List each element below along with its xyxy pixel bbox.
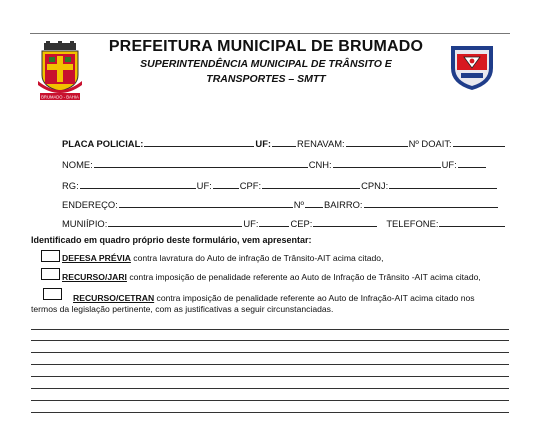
bairro-label: BAIRRO: (323, 199, 363, 210)
page-title: PREFEITURA MUNICIPAL DE BRUMADO (108, 38, 424, 55)
justification-line[interactable] (31, 340, 509, 341)
recurso-jari-option (62, 272, 481, 282)
rg-field[interactable] (80, 178, 196, 189)
justification-line[interactable] (31, 412, 509, 413)
defesa-previa-option (62, 253, 383, 263)
recurso-cetran-option (73, 293, 475, 303)
subtitle-line-2: TRANSPORTES – SMTT (206, 73, 326, 85)
uf-label: UF: (255, 138, 272, 149)
crest-caption: BRUMADO - BAHIA (41, 94, 79, 100)
form-row-rg (62, 178, 498, 191)
uf3-field[interactable] (213, 178, 239, 189)
defesa-previa-text: contra lavratura do Auto de infração de Trânsito-AIT acima citado, (130, 253, 384, 263)
endereco-field[interactable] (119, 197, 293, 208)
cnpj-field[interactable] (389, 178, 497, 189)
endereco-label: ENDEREÇO: (62, 199, 118, 210)
recurso-cetran-checkbox[interactable] (43, 288, 62, 300)
recurso-jari-text: contra imposição de penalidade referente ao Auto de Infração de Trânsito -AIT acima citado, (126, 272, 481, 282)
justification-line[interactable] (31, 376, 509, 377)
header-rule (30, 33, 510, 34)
recurso-jari-label: RECURSO/JARI (62, 272, 127, 282)
recurso-cetran-label: RECURSO/CETRAN (73, 293, 155, 303)
doait-label: Nº DOAIT: (408, 138, 452, 149)
renavam-label: RENAVAM: (297, 138, 345, 149)
bairro-field[interactable] (364, 197, 498, 208)
renavam-field[interactable] (346, 136, 408, 147)
justification-line[interactable] (31, 364, 509, 365)
uf3-label: UF: (196, 180, 212, 191)
form-row-municipio (62, 216, 506, 229)
justification-line[interactable] (31, 329, 509, 330)
rg-label: RG: (62, 180, 79, 191)
cnpj-label: CPNJ: (361, 180, 389, 191)
doait-field[interactable] (453, 136, 505, 147)
uf4-label: UF: (243, 218, 259, 229)
intro-text: Identificado em quadro próprio deste formulário, vem apresentar: (31, 235, 312, 245)
cpf-label: CPF: (239, 180, 262, 191)
justification-line[interactable] (31, 388, 509, 389)
form-row-placa (62, 136, 506, 149)
municipio-field[interactable] (108, 216, 242, 227)
recurso-jari-checkbox[interactable] (41, 268, 60, 280)
telefone-field[interactable] (439, 216, 505, 227)
placa-field[interactable] (144, 136, 254, 147)
placa-label: PLACA POLICIAL: (62, 138, 144, 149)
justification-line[interactable] (31, 352, 509, 353)
cnh-label: CNH: (308, 159, 332, 170)
municipio-label: MUNIÍPIO: (62, 218, 108, 229)
municipal-crest-icon (36, 41, 84, 101)
form-row-nome (62, 157, 487, 170)
recurso-cetran-text-continued: termos da legislação pertinente, com as justificativas a seguir circunstanciadas. (31, 304, 334, 314)
form-row-endereco (62, 197, 499, 210)
subtitle-line-1: SUPERINTENDÊNCIA MUNICIPAL DE TRÂNSITO E (140, 58, 392, 70)
telefone-label: TELEFONE: (386, 218, 439, 229)
defesa-previa-label: DEFESA PRÉVIA (62, 253, 131, 263)
nome-label: NOME: (62, 159, 93, 170)
numero-field[interactable] (305, 197, 323, 208)
page-subtitle (107, 57, 425, 87)
uf2-label: UF: (441, 159, 457, 170)
defesa-previa-checkbox[interactable] (41, 250, 60, 262)
cpf-field[interactable] (262, 178, 360, 189)
justification-line[interactable] (31, 400, 509, 401)
cep-field[interactable] (313, 216, 377, 227)
cep-label: CEP: (290, 218, 313, 229)
uf2-field[interactable] (458, 157, 486, 168)
recurso-cetran-text: contra imposição de penalidade referente ao Auto de Infração-AIT acima citado nos (154, 293, 475, 303)
uf4-field[interactable] (259, 216, 289, 227)
numero-label: Nº (293, 199, 304, 210)
cnh-field[interactable] (333, 157, 441, 168)
nome-field[interactable] (94, 157, 308, 168)
uf-field[interactable] (272, 136, 296, 147)
smtt-shield-badge-icon (447, 42, 497, 92)
